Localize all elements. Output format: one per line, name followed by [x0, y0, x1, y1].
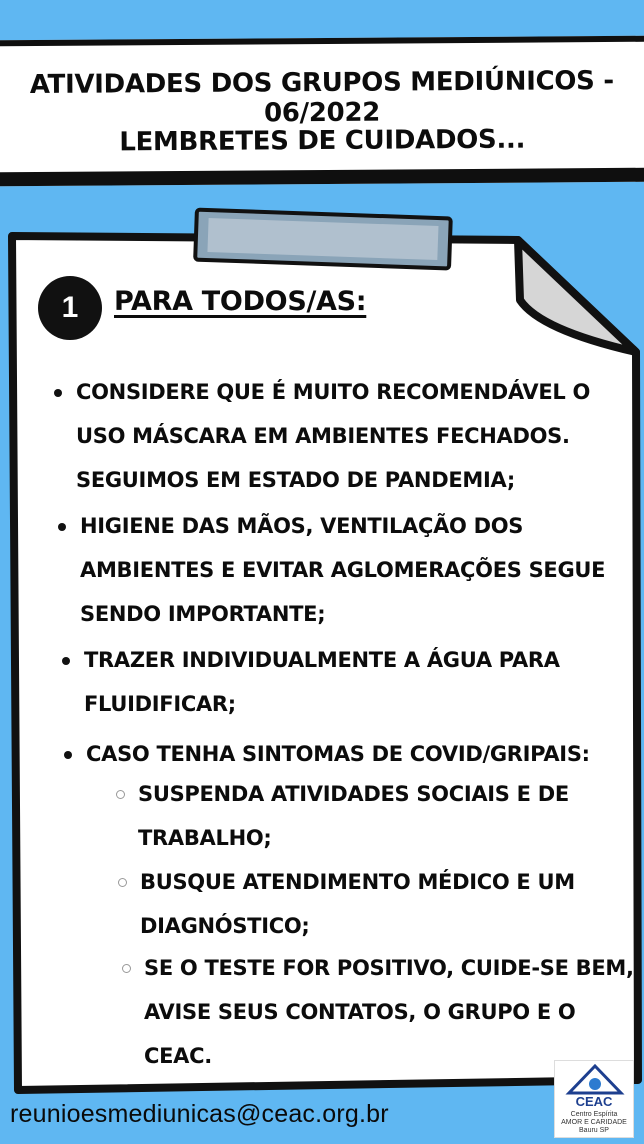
list-item-text: TRABALHO; [138, 826, 272, 850]
list-item-text: AVISE SEUS CONTATOS, O GRUPO E O [144, 1000, 576, 1024]
logo-line1: Centro Espírita [570, 1111, 618, 1118]
bullet-dot [54, 389, 62, 397]
list-item-text: DIAGNÓSTICO; [140, 914, 310, 938]
logo-title: CEAC [575, 1094, 613, 1109]
logo-emblem-icon [555, 1063, 635, 1097]
section-number-badge: 1 [38, 276, 102, 340]
section-title: PARA TODOS/AS: [114, 286, 367, 317]
list-item-text: AMBIENTES E EVITAR AGLOMERAÇÕES SEGUE [80, 558, 606, 582]
sub-bullet-circle [116, 790, 125, 799]
list-item [86, 732, 590, 776]
list-item [84, 638, 560, 726]
list-item-text: USO MÁSCARA EM AMBIENTES FECHADOS. [76, 424, 570, 448]
bullet-dot [58, 523, 66, 531]
tape-strip [195, 210, 451, 269]
logo-line2: AMOR E CARIDADE [561, 1119, 627, 1126]
list-item-text: SENDO IMPORTANTE; [80, 602, 326, 626]
sub-bullet-circle [122, 964, 131, 973]
contact-email[interactable]: reunioesmediunicas@ceac.org.br [10, 1100, 389, 1128]
sub-bullet-circle [118, 878, 127, 887]
sub-list-item [140, 860, 575, 948]
list-item-text: CONSIDERE QUE É MUITO RECOMENDÁVEL O [76, 380, 591, 404]
list-item-text: TRAZER INDIVIDUALMENTE A ÁGUA PARA [84, 648, 560, 672]
list-item-text: CEAC. [144, 1044, 212, 1068]
list-item-text: SUSPENDA ATIVIDADES SOCIAIS E DE [138, 782, 569, 806]
banner-title: ATIVIDADES DOS GRUPOS MEDIÚNICOS - 06/2022 [29, 65, 614, 129]
list-item [76, 370, 590, 502]
list-item-text: CASO TENHA SINTOMAS DE COVID/GRIPAIS: [86, 742, 590, 766]
list-item-text: FLUIDIFICAR; [84, 692, 236, 716]
sub-list-item [138, 772, 569, 860]
list-item-text: HIGIENE DAS MÃOS, VENTILAÇÃO DOS [80, 514, 524, 538]
list-item-text: BUSQUE ATENDIMENTO MÉDICO E UM [140, 870, 575, 894]
list-item-text: SE O TESTE FOR POSITIVO, CUIDE-SE BEM, [144, 956, 634, 980]
bullet-dot [64, 751, 72, 759]
sub-list-item [144, 946, 634, 1078]
logo-line3: Bauru SP [579, 1127, 609, 1134]
list-item-text: SEGUIMOS EM ESTADO DE PANDEMIA; [76, 468, 515, 492]
ceac-logo [554, 1060, 634, 1138]
banner-subtitle: LEMBRETES DE CUIDADOS... [119, 124, 526, 158]
bullet-dot [62, 657, 70, 665]
list-item [80, 504, 605, 636]
